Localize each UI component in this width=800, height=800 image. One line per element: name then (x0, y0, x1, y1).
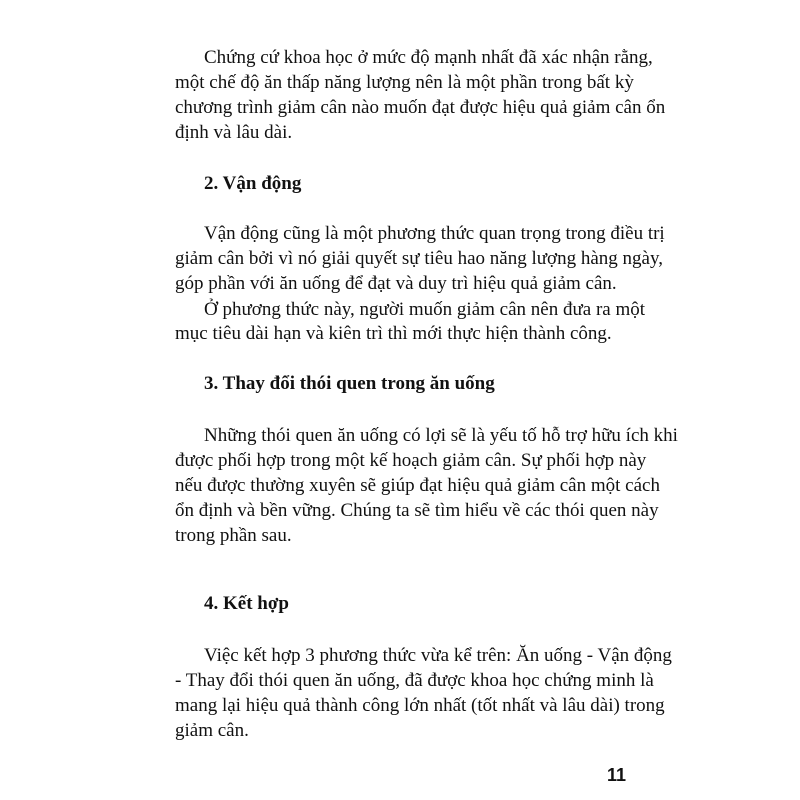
section-heading-2: 2. Vận động (204, 173, 302, 194)
paragraph-line: Ở phương thức này, người muốn giảm cân nên đưa ra một (204, 299, 646, 320)
paragraph-line: giảm cân. (175, 720, 249, 741)
paragraph-line: giảm cân bởi vì nó giải quyết sự tiêu hao năng lượng hàng ngày, (175, 248, 663, 269)
paragraph-line: định và lâu dài. (175, 122, 293, 143)
paragraph-line: chương trình giảm cân nào muốn đạt được hiệu quả giảm cân ổn (175, 97, 666, 118)
paragraph-line: Việc kết hợp 3 phương thức vừa kể trên: Ăn uống - Vận động (204, 645, 672, 666)
paragraph-line: - Thay đổi thói quen ăn uống, đã được khoa học chứng minh là (175, 670, 654, 691)
paragraph-line: ổn định và bền vững. Chúng ta sẽ tìm hiểu về các thói quen này (175, 500, 659, 521)
paragraph-line: Vận động cũng là một phương thức quan trọng trong điều trị (204, 223, 665, 244)
paragraph-line: mục tiêu dài hạn và kiên trì thì mới thực hiện thành công. (175, 323, 612, 344)
paragraph-line: góp phần với ăn uống để đạt và duy trì hiệu quả giảm cân. (175, 273, 617, 294)
page-number: 11 (606, 765, 626, 785)
section-heading-3: 3. Thay đổi thói quen trong ăn uống (204, 373, 495, 394)
paragraph-line: nếu được thường xuyên sẽ giúp đạt hiệu quả giảm cân một cách (175, 475, 660, 496)
paragraph-line: mang lại hiệu quả thành công lớn nhất (tốt nhất và lâu dài) trong (175, 695, 665, 716)
paragraph-line: Những thói quen ăn uống có lợi sẽ là yếu tố hỗ trợ hữu ích khi (204, 425, 678, 446)
paragraph-line: trong phần sau. (175, 525, 292, 546)
paragraph-line: Chứng cứ khoa học ở mức độ mạnh nhất đã xác nhận rằng, (204, 47, 653, 68)
paragraph-line: một chế độ ăn thấp năng lượng nên là một phần trong bất kỳ (175, 72, 634, 93)
section-heading-4: 4. Kết hợp (204, 593, 289, 614)
paragraph-line: được phối hợp trong một kế hoạch giảm cân. Sự phối hợp này (175, 450, 647, 471)
